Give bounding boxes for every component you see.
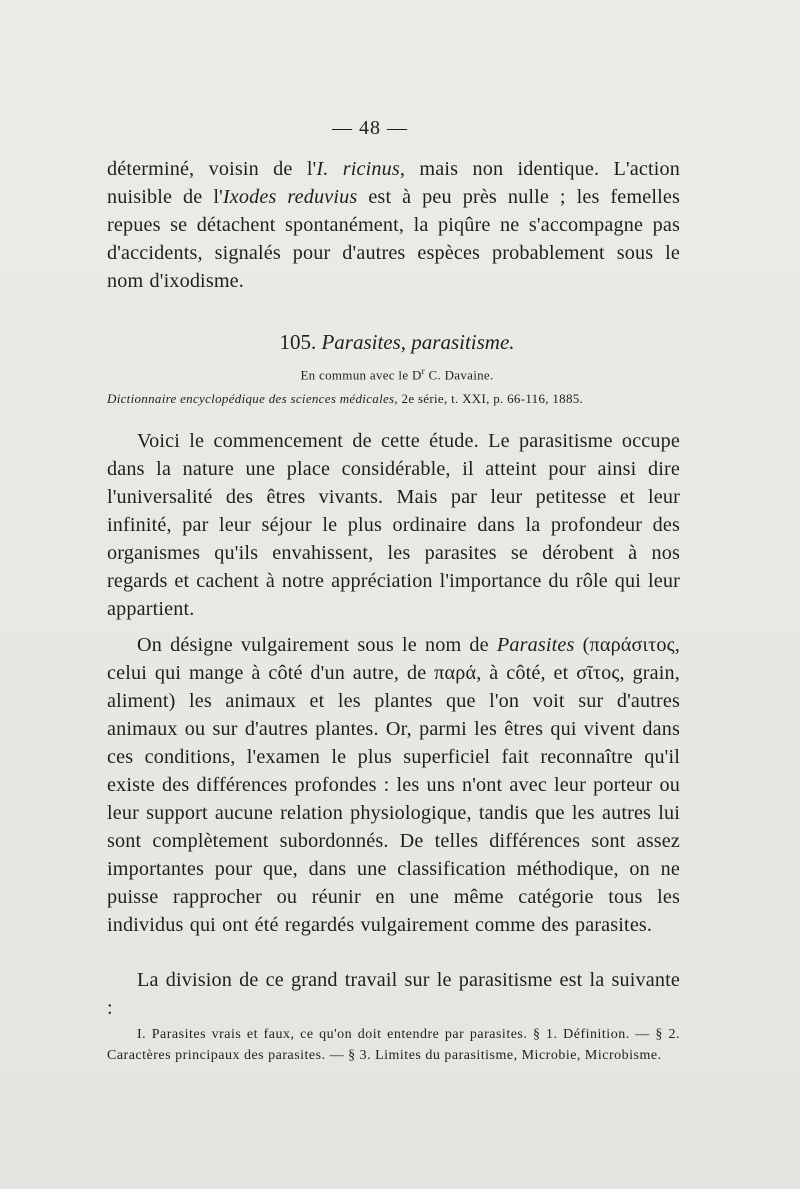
text-run: est à peu près nulle ; les femelles repues se détachent spontanément, la piqûre ne s'accompagne pas d'accidents, signalés pour d'autres espèces probablement sous le nom d'ixodisme. — [107, 186, 680, 292]
paragraph-ixodes-text — [107, 155, 680, 295]
section-heading — [107, 327, 687, 409]
coauthor-name: C. Davaine. — [424, 367, 494, 383]
paragraph-definition-text — [107, 631, 680, 939]
coauthor-line — [107, 361, 687, 385]
text-run: On désigne vulgairement sous le nom de — [137, 634, 497, 656]
paragraph-definition — [107, 631, 680, 939]
outline-footnote: I. Parasites vrais et faux, ce qu'on doit entendre par parasites. § 1. Définition. — § 2. Caractères principaux des parasites. — § 3. Limites du parasitisme, Microbie, Microbisme. — [107, 1027, 680, 1063]
text-run: déterminé, voisin de l' — [107, 158, 317, 180]
section-number: 105. — [279, 330, 322, 354]
text-run: (παράσιτος, celui qui mange à côté d'un autre, de παρά, à côté, et σῖτος, grain, aliment) les animaux et les plantes que l'on voit sur d'autres animaux ou sur d'autres plantes. Or, parmi les êtres qui vivent dans ces conditions, l'examen le plus superficiel fait reconnaître qu'il existe des différences profondes : les uns n'ont avec leur porteur ou leur support aucune relation physiologique, tandis que les autres lui sont complètement subordonnés. De telles différences sont assez importantes pour que, dans une classification méthodique, on ne puisse rapprocher ou réunir en une même catégorie tous les individus qui ont été regardés vulgairement comme des parasites. — [107, 634, 680, 936]
coauthor-prefix: En commun avec le D — [300, 367, 422, 383]
section-title-text: Parasites, parasitisme. — [321, 330, 515, 354]
italic-parasites: Parasites — [496, 634, 575, 656]
section-title — [107, 327, 687, 357]
text-run: , mais non identique. L'action nuisible de l' — [107, 158, 680, 208]
citation-line — [107, 389, 687, 409]
paragraph-intro-text: Voici le commencement de cette étude. Le parasitisme occupe dans la nature une place considérable, il atteint pour ainsi dire l'universalité des êtres vivants. Mais par leur petitesse et leur infinité, par leur séjour le plus ordinaire dans la profondeur des organismes qu'ils envahissent, les parasites se dérobent à nos regards et cachent à notre appréciation l'importance du rôle qui leur appartient. — [107, 430, 680, 620]
page-number: — 48 — — [332, 117, 408, 139]
citation-details: 2e série, t. XXI, p. 66-116, 1885. — [397, 391, 584, 407]
paragraph-ixodes — [107, 155, 680, 295]
italic-species-reduvius: Ixodes reduvius — [222, 186, 358, 208]
paragraph-division-text: La division de ce grand travail sur le parasitisme est la suivante : — [107, 969, 680, 1019]
citation-source: Dictionnaire encyclopédique des sciences médicales, — [107, 391, 398, 407]
paragraph-division — [107, 966, 680, 1022]
paragraph-intro — [107, 427, 680, 623]
coauthor-sup: r — [421, 366, 425, 376]
italic-species-ricinus: I. ricinus — [316, 158, 400, 180]
